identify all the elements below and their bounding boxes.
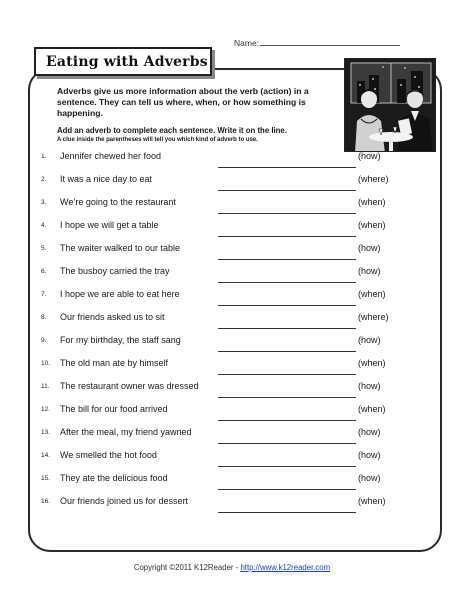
answer-line[interactable] [218, 397, 356, 398]
item-sentence: We smelled the hot food [60, 450, 157, 460]
answer-line[interactable] [218, 167, 356, 168]
exercise-row [0, 401, 464, 424]
exercise-row [0, 470, 464, 493]
instructions: Add an adverb to complete each sentence. Write it on the line. [57, 126, 287, 135]
item-sentence: I hope we will get a table [60, 220, 159, 230]
exercise-row [0, 171, 464, 194]
item-sentence: The busboy carried the tray [60, 266, 170, 276]
item-clue: (how) [358, 381, 381, 391]
item-sentence: The waiter walked to our table [60, 243, 181, 253]
item-clue: (where) [358, 312, 389, 322]
exercise-row [0, 217, 464, 240]
item-clue: (how) [358, 473, 381, 483]
item-clue: (how) [358, 266, 381, 276]
name-label: Name: [234, 38, 260, 48]
item-number: 12. [41, 406, 51, 413]
answer-line[interactable] [218, 190, 356, 191]
answer-line[interactable] [218, 305, 356, 306]
exercise-row [0, 424, 464, 447]
item-number: 2. [41, 176, 47, 183]
item-sentence: I hope we are able to eat here [60, 289, 180, 299]
item-clue: (when) [358, 289, 386, 299]
item-sentence: We’re going to the restaurant [60, 197, 176, 207]
exercise-row [0, 378, 464, 401]
item-number: 4. [41, 222, 47, 229]
item-clue: (how) [358, 151, 381, 161]
item-sentence: It was a nice day to eat [60, 174, 153, 184]
item-clue: (when) [358, 358, 386, 368]
exercise-row [0, 447, 464, 470]
item-clue: (when) [358, 404, 386, 414]
title-banner [34, 47, 212, 76]
item-sentence: The old man ate by himself [60, 358, 169, 368]
copyright-text: Copyright ©2011 K12Reader - [133, 563, 241, 572]
footer [0, 563, 464, 572]
answer-line[interactable] [218, 374, 356, 375]
name-blank-line[interactable] [260, 38, 400, 46]
item-number: 15. [41, 475, 51, 482]
item-number: 14. [41, 452, 51, 459]
answer-line[interactable] [218, 282, 356, 283]
item-sentence: After the meal, my friend yawned [60, 427, 192, 437]
exercise-row [0, 309, 464, 332]
item-number: 1. [41, 153, 47, 160]
answer-line[interactable] [218, 259, 356, 260]
answer-line[interactable] [218, 328, 356, 329]
item-number: 6. [41, 268, 47, 275]
answer-line[interactable] [218, 443, 356, 444]
item-sentence: For my birthday, the staff sang [60, 335, 181, 345]
item-number: 3. [41, 199, 47, 206]
answer-line[interactable] [218, 213, 356, 214]
exercise-row [0, 493, 464, 516]
item-sentence: Our friends joined us for dessert [60, 496, 189, 506]
item-sentence: The restaurant owner was dressed [60, 381, 199, 391]
answer-line[interactable] [218, 420, 356, 421]
item-number: 8. [41, 314, 47, 321]
exercise-row [0, 332, 464, 355]
item-clue: (when) [358, 220, 386, 230]
exercise-row [0, 286, 464, 309]
exercise-row [0, 148, 464, 171]
item-number: 10. [41, 360, 51, 367]
item-clue: (how) [358, 450, 381, 460]
item-number: 9. [41, 337, 47, 344]
exercise-row [0, 240, 464, 263]
answer-line[interactable] [218, 512, 356, 513]
name-field[interactable] [234, 38, 400, 48]
answer-line[interactable] [218, 351, 356, 352]
item-number: 16. [41, 498, 51, 505]
item-clue: (how) [358, 427, 381, 437]
answer-line[interactable] [218, 466, 356, 467]
clue-note: A clue inside the parentheses will tell you which kind of adverb to use. [57, 137, 258, 143]
item-clue: (how) [358, 243, 381, 253]
intro-paragraph: Adverbs give us more information about the verb (action) in a sentence. They can tell us where, when, or how something is happening. [57, 86, 309, 118]
exercise-row [0, 263, 464, 286]
item-sentence: They ate the delicious food [60, 473, 168, 483]
item-number: 5. [41, 245, 47, 252]
answer-line[interactable] [218, 236, 356, 237]
answer-line[interactable] [218, 489, 356, 490]
item-clue: (where) [358, 174, 389, 184]
item-number: 7. [41, 291, 47, 298]
item-clue: (how) [358, 335, 381, 345]
item-number: 11. [41, 383, 50, 390]
couple-dining-illustration-icon [344, 58, 436, 152]
item-clue: (when) [358, 496, 386, 506]
item-clue: (when) [358, 197, 386, 207]
item-sentence: Jennifer chewed her food [60, 151, 162, 161]
item-number: 13. [41, 429, 51, 436]
exercise-row [0, 355, 464, 378]
worksheet-title: Eating with Adverbs [46, 53, 208, 70]
k12reader-link[interactable]: http://www.k12reader.com [240, 563, 331, 572]
exercise-row [0, 194, 464, 217]
item-sentence: The bill for our food arrived [60, 404, 168, 414]
item-sentence: Our friends asked us to sit [60, 312, 165, 322]
